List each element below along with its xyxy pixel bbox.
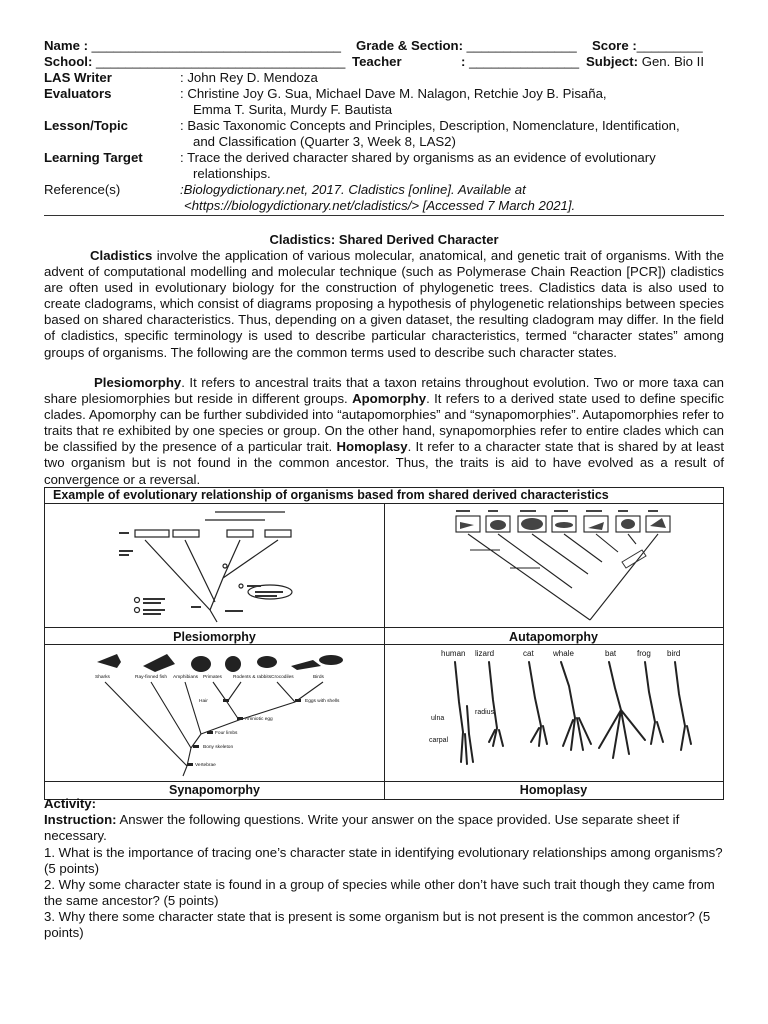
- question-3: 3. Why there some character state that is present is some organism but is not present is the common ancestor? (5 points): [44, 909, 711, 941]
- score-row: [592, 38, 703, 54]
- cladistics-term: Cladistics: [90, 248, 153, 263]
- trait-four-limbs: Four limbs: [215, 731, 238, 736]
- taxon-bird: bird: [667, 649, 681, 658]
- school-label: School:: [44, 54, 93, 69]
- score-blank[interactable]: _________: [636, 38, 703, 53]
- taxon-frog: frog: [637, 649, 651, 658]
- activity-heading: Activity:: [44, 796, 97, 811]
- paragraph-cladistics: [44, 248, 724, 361]
- activity-instruction: [44, 812, 724, 844]
- school-blank[interactable]: __________________________________: [96, 54, 346, 69]
- evaluators-label: Evaluators: [44, 86, 112, 101]
- autapomorphy-cladogram: [440, 508, 690, 623]
- synapomorphy-cladogram: [91, 648, 361, 780]
- taxon-cat: cat: [523, 649, 534, 658]
- label-synapomorphy: Synapomorphy: [169, 783, 260, 797]
- page-title: Cladistics: Shared Derived Character: [269, 232, 499, 247]
- trait-amniotic-egg: Amniotic egg: [245, 717, 273, 722]
- lesson-value-2: and Classification (Quarter 3, Week 8, LAS2): [193, 134, 456, 149]
- label-autapomorphy: Autapomorphy: [509, 630, 598, 644]
- name-row: [44, 38, 341, 54]
- taxon-human: human: [441, 649, 466, 658]
- grade-label: Grade & Section:: [356, 38, 463, 53]
- taxon-ray-finned-fish: Ray-finned fish: [135, 675, 167, 680]
- apomorphy-text: . It refers to a derived state used to define specific clades. Apomorphy can be further subdivided into “autapomorphies” and “synapomorphies”. Autapomorphies refer to traits that re exhibited by one species or group. On the other hand, synapomorphies refer to entire clades which can be classified by the presence of a particular trait.: [44, 391, 724, 455]
- las-writer-value: : John Rey D. Mendoza: [180, 70, 318, 85]
- figure-caption: Example of evolutionary relationship of organisms based from shared derived characteristics: [45, 488, 723, 504]
- trait-vertebrae: Vertebrae: [195, 763, 216, 768]
- instruction-label: Instruction:: [44, 812, 117, 827]
- header-divider: [44, 215, 724, 216]
- figure-table: [44, 487, 724, 800]
- svg-text:carpal: carpal: [429, 737, 449, 744]
- school-row: [44, 54, 345, 70]
- target-value-2: relationships.: [193, 166, 271, 181]
- taxon-whale: whale: [553, 649, 574, 658]
- trait-hair: Hair: [199, 699, 208, 704]
- label-plesiomorphy: Plesiomorphy: [173, 630, 256, 644]
- evaluators-value-2: Emma T. Surita, Murdy F. Bautista: [193, 102, 393, 117]
- taxon-primates: Primates: [203, 675, 222, 680]
- cladistics-text: involve the application of various molecular, anatomical, and genetic trait of organisms. With the advent of computational modelling and molecular technique (such as Polymerase Chain Reaction [PCR]) cladistics are often used in evolutionary biology for the construction of phylogenetic trees. Cladistics data is also used to create cladograms, which consist of diagrams proposing a hypothesis of phylogenetic relationships between species based on shared characteristics. Thus, depending on a given dataset, the resulting cladogram may differ. In the field of cladistics, specific terminology is used to describe particular characteristics, termed “character states” among groups of organisms. The following are the common terms used to describe such character states.: [44, 248, 724, 360]
- apomorphy-term: Apomorphy: [352, 391, 427, 407]
- reference-value-2: <https://biologydictionary.net/cladistics/> [Accessed 7 March 2021].: [184, 198, 576, 213]
- question-1: 1. What is the importance of tracing one’s character state in identifying evolutionary relationships among organisms? (5 points): [44, 845, 723, 877]
- evaluators-value: : Christine Joy G. Sua, Michael Dave M. Nalagon, Retchie Joy B. Pisaña,: [180, 86, 607, 101]
- instruction-text: Answer the following questions. Write your answer on the space provided. Use separate sheet if necessary.: [44, 812, 680, 844]
- plesiomorphy-text: . It refers to ancestral traits that a taxon retains throughout evolution. Two or more taxa can share plesiomorphies but reside in different groups.: [44, 375, 724, 407]
- homoplasy-term: Homoplasy: [336, 439, 408, 455]
- trait-bony-skeleton: Bony skeleton: [203, 745, 234, 750]
- svg-text:radius: radius: [475, 709, 495, 716]
- paragraph-terms: [44, 375, 724, 488]
- svg-text:ulna: ulna: [431, 715, 445, 722]
- teacher-row: [352, 54, 402, 70]
- taxon-crocodiles: Crocodiles: [271, 675, 294, 680]
- taxon-amphibians: Amphibians: [173, 675, 199, 680]
- taxon-bat: bat: [605, 649, 617, 658]
- question-2: 2. Why some character state is found in a group of species while other don’t have such trait though they came from the same ancestor? (5 points): [44, 877, 715, 909]
- teacher-colon: :: [461, 54, 466, 69]
- homoplasy-limbs: [423, 646, 693, 780]
- plesiomorphy-cladogram: [115, 506, 335, 624]
- reference-value: :Biologydictionary.net, 2017. Cladistics [online]. Available at: [180, 182, 526, 197]
- teacher-label: Teacher: [352, 54, 402, 69]
- label-homoplasy: Homoplasy: [519, 783, 588, 797]
- subject-row: [586, 54, 704, 70]
- teacher-value-row: [461, 54, 579, 70]
- taxon-sharks: Sharks: [95, 675, 110, 680]
- taxon-lizard: lizard: [475, 649, 495, 658]
- target-value: : Trace the derived character shared by organisms as an evidence of evolutionary: [180, 150, 656, 165]
- grade-blank[interactable]: _______________: [466, 38, 577, 53]
- trait-eggs-with-shells: Eggs with shells: [305, 699, 340, 704]
- target-label: Learning Target: [44, 150, 143, 165]
- plesiomorphy-term: Plesiomorphy: [94, 375, 182, 390]
- teacher-blank[interactable]: _______________: [469, 54, 580, 69]
- reference-label: Reference(s): [44, 182, 121, 197]
- subject-value: Gen. Bio II: [638, 54, 705, 69]
- name-label: Name :: [44, 38, 88, 53]
- figure-row-divider-1: [45, 627, 723, 628]
- name-blank[interactable]: __________________________________: [91, 38, 342, 53]
- lesson-label: Lesson/Topic: [44, 118, 129, 133]
- homoplasy-text: . It refer to a character state that is shared by at least two organism but is not found in the common ancestor. Thus, the traits is aid to have evolved as a result of convergence or a reversal.: [44, 439, 725, 487]
- subject-label: Subject:: [586, 54, 639, 69]
- figure-column-divider: [384, 504, 385, 799]
- taxon-birds: Birds: [313, 675, 324, 680]
- lesson-value: : Basic Taxonomic Concepts and Principles, Description, Nomenclature, Identification,: [180, 118, 680, 133]
- score-label: Score :: [592, 38, 637, 53]
- las-writer-label: LAS Writer: [44, 70, 112, 85]
- grade-row: [356, 38, 577, 54]
- taxon-rodents: Rodents & rabbits: [233, 675, 272, 680]
